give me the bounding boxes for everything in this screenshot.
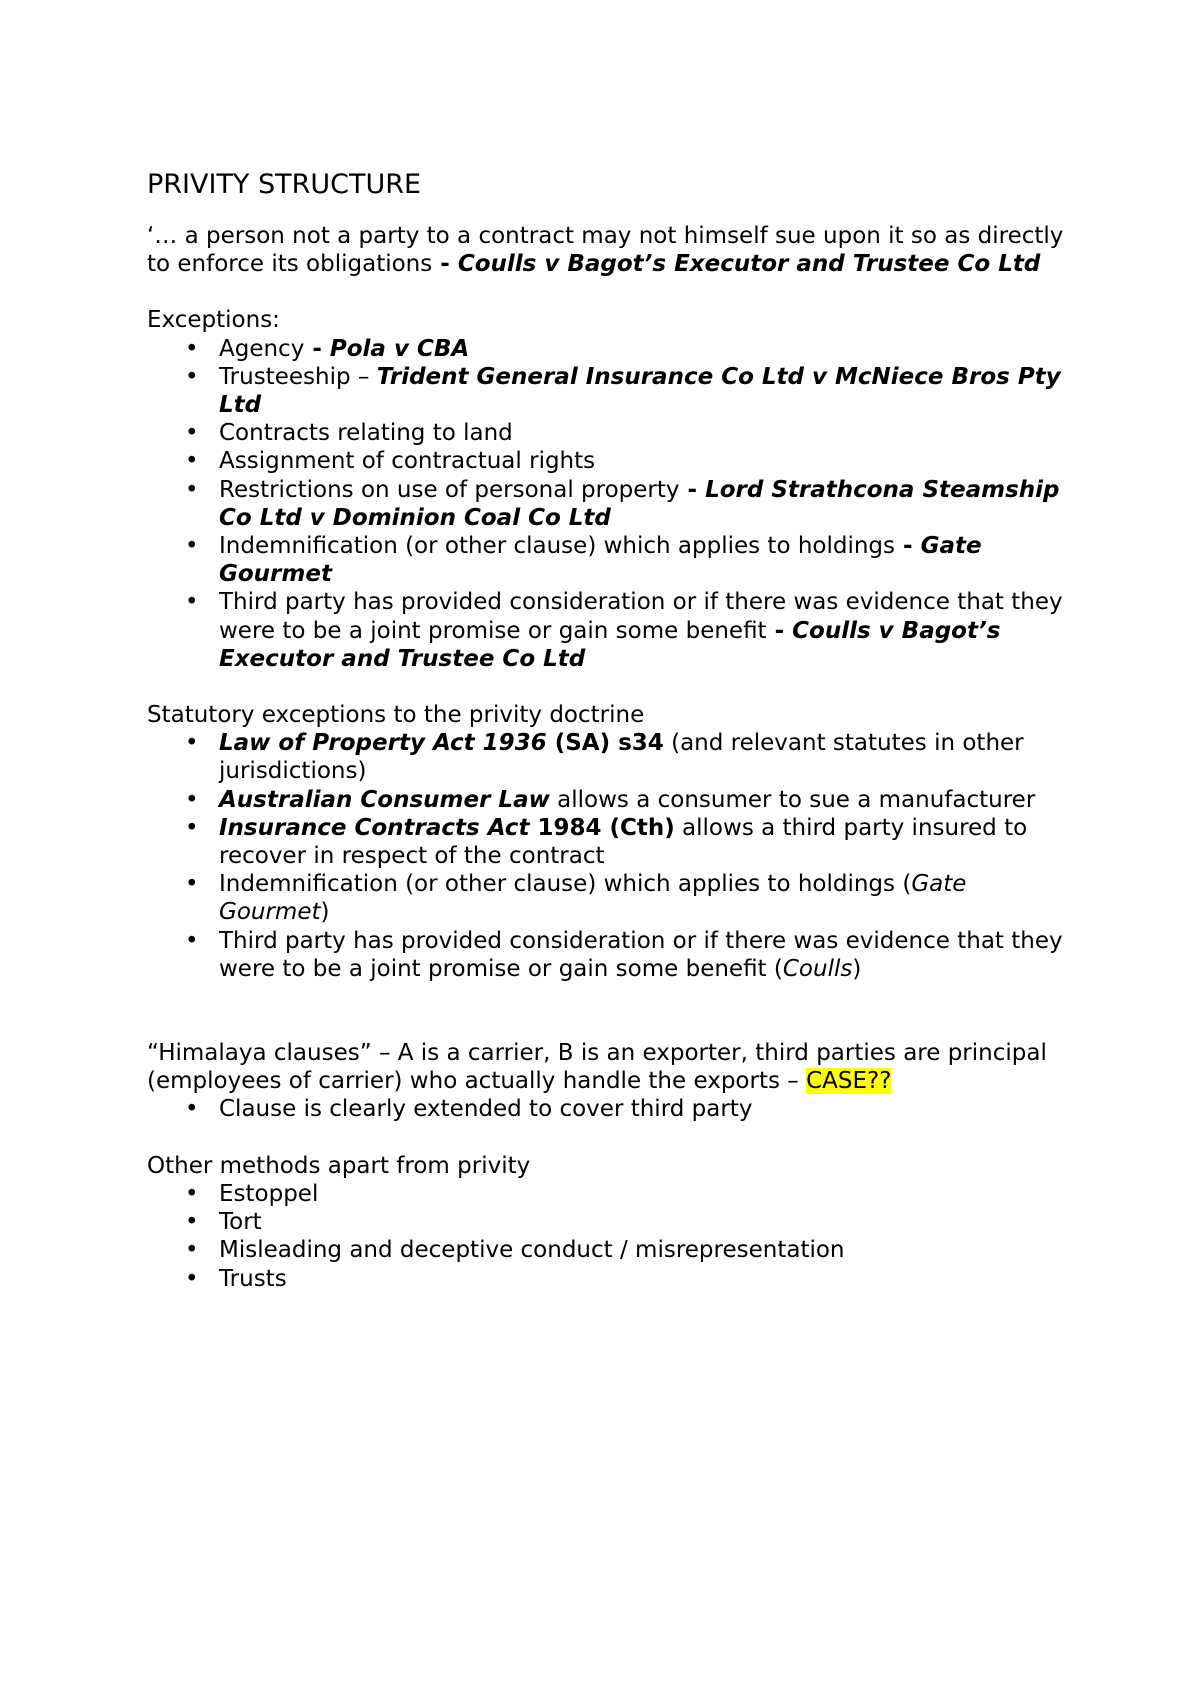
himalaya-text: “Himalaya clauses” – A is a carrier, B is an exporter, third parties are principal (employees of carrier) who actually handle the exports –	[147, 1040, 1047, 1095]
bullet-icon: •	[185, 1209, 199, 1236]
himalaya-paragraph	[147, 1039, 1077, 1095]
statute-detail: (SA) s34	[546, 730, 664, 757]
list-item	[147, 447, 1077, 475]
item-text: (and relevant statutes in other jurisdictions)	[219, 730, 1024, 785]
bullet-icon: •	[185, 448, 199, 475]
intro-text: ‘… a person not a party to a contract may not himself sue upon it so as directly to enforce its obligations	[147, 223, 1064, 278]
bullet-icon: •	[185, 589, 199, 616]
exceptions-list	[147, 335, 1077, 673]
item-text: Trusteeship	[219, 363, 351, 390]
list-item	[147, 729, 1077, 785]
list-item	[147, 814, 1077, 870]
other-heading: Other methods apart from privity	[147, 1152, 531, 1179]
item-text: Estoppel	[219, 1180, 319, 1207]
item-text: Third party has provided consideration or if there was evidence that they were to be a joint promise or gain some benefit	[219, 589, 1063, 644]
other-list	[147, 1180, 1077, 1293]
list-item	[147, 1095, 1077, 1123]
exceptions-heading: Exceptions:	[147, 307, 280, 334]
item-text: Tort	[219, 1209, 262, 1236]
statute-detail: 1984 (Cth)	[529, 814, 675, 841]
item-text: Indemnification (or other clause) which applies to holdings (	[219, 871, 912, 898]
item-text: Clause is clearly extended to cover third party	[219, 1096, 753, 1123]
item-text: Restrictions on use of personal property	[219, 476, 680, 503]
item-text: allows a consumer to sue a manufacturer	[549, 786, 1036, 813]
bullet-icon: •	[185, 1096, 199, 1123]
page-title: PRIVITY STRUCTURE	[147, 169, 422, 200]
item-case: Coulls	[782, 955, 853, 982]
item-case: Coulls v Bagot’s Executor and Trustee Co Ltd	[219, 617, 1001, 672]
item-text-end: )	[852, 955, 862, 982]
bullet-icon: •	[185, 420, 199, 447]
list-item	[147, 363, 1077, 419]
bullet-icon: •	[185, 533, 199, 560]
list-item	[147, 1180, 1077, 1208]
himalaya-list	[147, 1095, 1077, 1123]
statute-name: Insurance Contracts Act	[219, 814, 530, 841]
item-separator: -	[304, 335, 330, 362]
list-item	[147, 588, 1077, 673]
item-text: Agency	[219, 335, 305, 362]
item-separator: -	[895, 533, 921, 560]
highlighted-note: CASE??	[806, 1068, 892, 1095]
bullet-icon: •	[185, 927, 199, 954]
item-case: Pola v CBA	[329, 335, 470, 362]
intro-case: Coulls v Bagot’s Executor and Trustee Co Ltd	[457, 251, 1041, 278]
item-text: Third party has provided consideration or if there was evidence that they were to be a joint promise or gain some benefit (	[219, 927, 1063, 982]
bullet-icon: •	[185, 335, 199, 362]
document-page	[147, 168, 1077, 1293]
list-item	[147, 476, 1077, 532]
bullet-icon: •	[185, 814, 199, 841]
item-separator: -	[766, 617, 793, 644]
statute-name: Law of Property Act 1936	[219, 730, 547, 757]
bullet-icon: •	[185, 1237, 199, 1264]
item-separator: -	[679, 476, 706, 503]
list-item	[147, 1265, 1077, 1293]
list-item	[147, 870, 1077, 926]
list-item	[147, 1236, 1077, 1264]
spacer	[147, 673, 1077, 701]
item-text: Assignment of contractual rights	[219, 448, 596, 475]
item-text: Indemnification (or other clause) which applies to holdings	[219, 533, 896, 560]
item-text: allows a third party insured to recover in respect of the contract	[219, 814, 1028, 870]
item-text: Contracts relating to land	[219, 420, 513, 447]
bullet-icon: •	[185, 871, 199, 898]
intro-separator: -	[432, 251, 458, 278]
spacer	[147, 1124, 1077, 1152]
list-item	[147, 786, 1077, 814]
item-text: Misleading and deceptive conduct / misrepresentation	[219, 1237, 845, 1264]
intro-paragraph	[147, 222, 1077, 278]
bullet-icon: •	[185, 786, 199, 813]
item-separator: –	[350, 363, 377, 390]
item-case: Gate Gourmet	[219, 533, 982, 588]
bullet-icon: •	[185, 476, 199, 503]
bullet-icon: •	[185, 363, 199, 390]
spacer	[147, 983, 1077, 1039]
list-item	[147, 335, 1077, 363]
list-item	[147, 532, 1077, 588]
list-item	[147, 1208, 1077, 1236]
list-item	[147, 419, 1077, 447]
bullet-icon: •	[185, 1265, 199, 1292]
item-case: Lord Strathcona Steamship Co Ltd v Dominion Coal Co Ltd	[219, 476, 1060, 531]
bullet-icon: •	[185, 1180, 199, 1207]
item-text: Trusts	[219, 1265, 287, 1292]
statutory-list	[147, 729, 1077, 983]
spacer	[147, 278, 1077, 306]
item-case: Gate Gourmet	[219, 871, 967, 926]
statute-name: Australian Consumer Law	[219, 786, 550, 813]
item-case: Trident General Insurance Co Ltd v McNiece Bros Pty Ltd	[219, 363, 1061, 419]
statutory-heading: Statutory exceptions to the privity doctrine	[147, 702, 645, 729]
item-text-end: )	[320, 899, 330, 926]
list-item	[147, 927, 1077, 983]
bullet-icon: •	[185, 730, 199, 757]
